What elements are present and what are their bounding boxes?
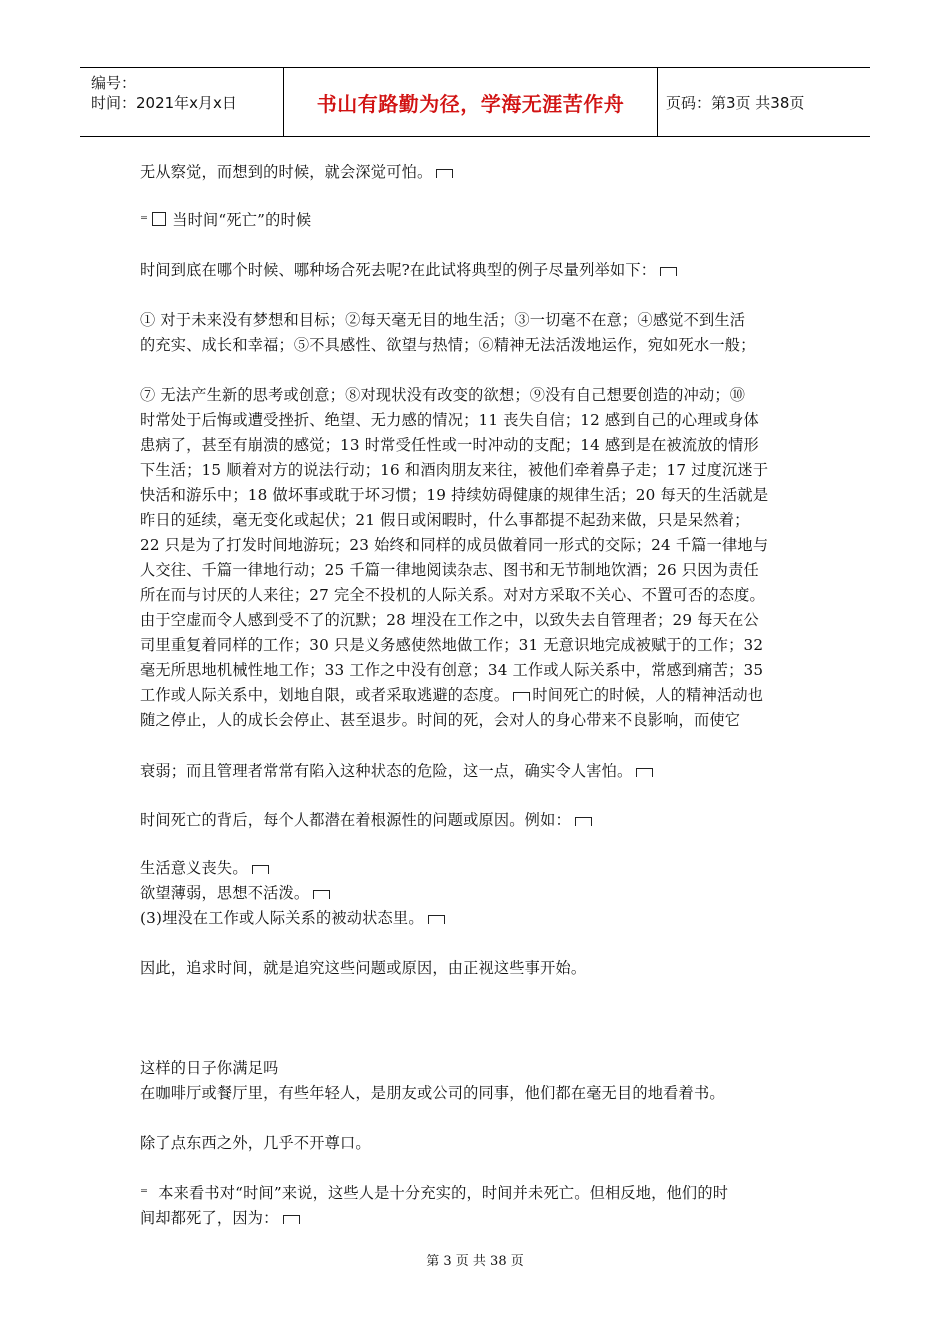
paragraph [140, 1181, 728, 1205]
list-line: ① 对于未来没有梦想和目标；②每天毫无目的地生活；③一切毫不在意；④感觉不到生活 [140, 311, 746, 329]
paragraph-text: 间却都死了，因为： [140, 1209, 279, 1227]
list-line: 下生活；15 顺着对方的说法行动；16 和酒肉朋友来往，被他们牵着鼻子走；17 过度沉迷于 [140, 461, 769, 479]
list-line: ⑦ 无法产生新的思考或创意；⑧对现状没有改变的欲想；⑨没有自己想要创造的冲动；⑩ [140, 386, 746, 404]
header-meta [80, 68, 284, 136]
cause-text: 生活意义丧失。 [140, 859, 248, 877]
list-line: 昨日的延续，毫无变化或起伏；21 假日或闲暇时，什么事都提不起劲来做，只是呆然着； [140, 511, 750, 529]
paragraph: 因此，追求时间，就是追究这些问题或原因，由正视这些事开始。 [140, 959, 587, 977]
section-heading [140, 208, 311, 232]
list-line: 毫无所思地机械性地工作；33 工作之中没有创意；34 工作或人际关系中，常感到痛苦；35 [140, 661, 764, 679]
paragraph [140, 160, 453, 184]
paragraph-mark-icon [660, 267, 677, 276]
checkbox-square-icon [152, 212, 166, 226]
list-line: 快活和游乐中；18 做坏事或耽于坏习惯；19 持续妨碍健康的规律生活；20 每天的生活就是 [140, 486, 769, 504]
list-line: 所在而与讨厌的人来往；27 完全不投机的人际关系。对对方采取不关心、不置可否的态度。 [140, 586, 765, 604]
paragraph-mark-icon [428, 915, 445, 924]
paragraph-text: 衰弱；而且管理者常常有陷入这种状态的危险，这一点，确实令人害怕。 [140, 762, 633, 780]
paragraph [140, 808, 592, 832]
doc-date: 时间：2021年x月x日 [91, 94, 237, 112]
list-line: 时常处于后悔或遭受挫折、绝望、无力感的情况；11 丧失自信；12 感到自己的心理或身体 [140, 411, 759, 429]
paragraph [140, 1206, 300, 1230]
list-text: 时间死亡的时候，人的精神活动也 [532, 686, 764, 704]
paragraph-mark-icon [636, 768, 653, 777]
paragraph-mark-icon [252, 865, 269, 874]
paragraph-mark-icon [313, 890, 330, 899]
cause-text: (3)埋没在工作或人际关系的被动状态里。 [140, 909, 424, 927]
section-title: 当时间“死亡”的时候 [172, 211, 312, 229]
cause-text: 欲望薄弱，思想不活泼。 [140, 884, 310, 902]
header-motto: 书山有路勤为径，学海无涯苦作舟 [284, 68, 658, 136]
paragraph-text: 本来看书对“时间”来说，这些人是十分充实的，时间并未死亡。但相反地，他们的时 [158, 1184, 729, 1202]
section-title-2: 这样的日子你满足吗 [140, 1059, 279, 1077]
header-page-info: 页码：第3页 共38页 [666, 93, 805, 112]
doc-number-label: 编号： [91, 74, 137, 92]
list-line [140, 683, 763, 707]
paragraph-mark-icon [513, 692, 530, 701]
paragraph-mark-icon [436, 169, 453, 178]
list-line: 人交往、千篇一律地行动；25 千篇一律地阅读杂志、图书和无节制地饮酒；26 只因为责任 [140, 561, 759, 579]
list-line: 22 只是为了打发时间地游玩；23 始终和同样的成员做着同一形式的交际；24 千篇一律地与 [140, 536, 769, 554]
list-line: 患病了，甚至有崩溃的感觉；13 时常受任性或一时冲动的支配；14 感到是在被流放的情形 [140, 436, 759, 454]
list-line: 由于空虚而令人感到受不了的沉默；28 埋没在工作之中，以致失去自管理者；29 每天在公 [140, 611, 759, 629]
list-line: 的充实、成长和幸福；⑤不具感性、欲望与热情；⑥精神无法活泼地运作，宛如死水一般； [140, 336, 756, 354]
paragraph-text: 时间死亡的背后，每个人都潜在着根源性的问题或原因。例如： [140, 811, 571, 829]
list-line: 司里重复着同样的工作；30 只是义务感使然地做工作；31 无意识地完成被赋于的工作；32 [140, 636, 764, 654]
paragraph [140, 759, 653, 783]
paragraph-text: 时间到底在哪个时候、哪种场合死去呢?在此试将典型的例子尽量列举如下： [140, 261, 657, 279]
paragraph-mark-icon [283, 1215, 300, 1224]
paragraph-prefix: ⁼ [140, 1184, 149, 1202]
paragraph: 除了点东西之外，几乎不开尊口。 [140, 1134, 371, 1152]
paragraph-mark-icon [575, 817, 592, 826]
paragraph [140, 258, 677, 282]
cause-item [140, 856, 269, 880]
section-prefix: ⁼ [140, 211, 149, 229]
paragraph-text: 无从察觉，而想到的时候，就会深觉可怕。 [140, 163, 433, 181]
cause-item [140, 881, 330, 905]
list-text: 工作或人际关系中，划地自限，或者采取逃避的态度。 [140, 686, 510, 704]
page-header [80, 67, 870, 137]
page-number: 第 3 页 共 38 页 [426, 1254, 524, 1269]
cause-item [140, 906, 445, 930]
list-line: 随之停止，人的成长会停止、甚至退步。时间的死，会对人的身心带来不良影响，而使它 [140, 711, 741, 729]
paragraph: 在咖啡厅或餐厅里，有些年轻人，是朋友或公司的同事，他们都在毫无目的地看着书。 [140, 1084, 725, 1102]
